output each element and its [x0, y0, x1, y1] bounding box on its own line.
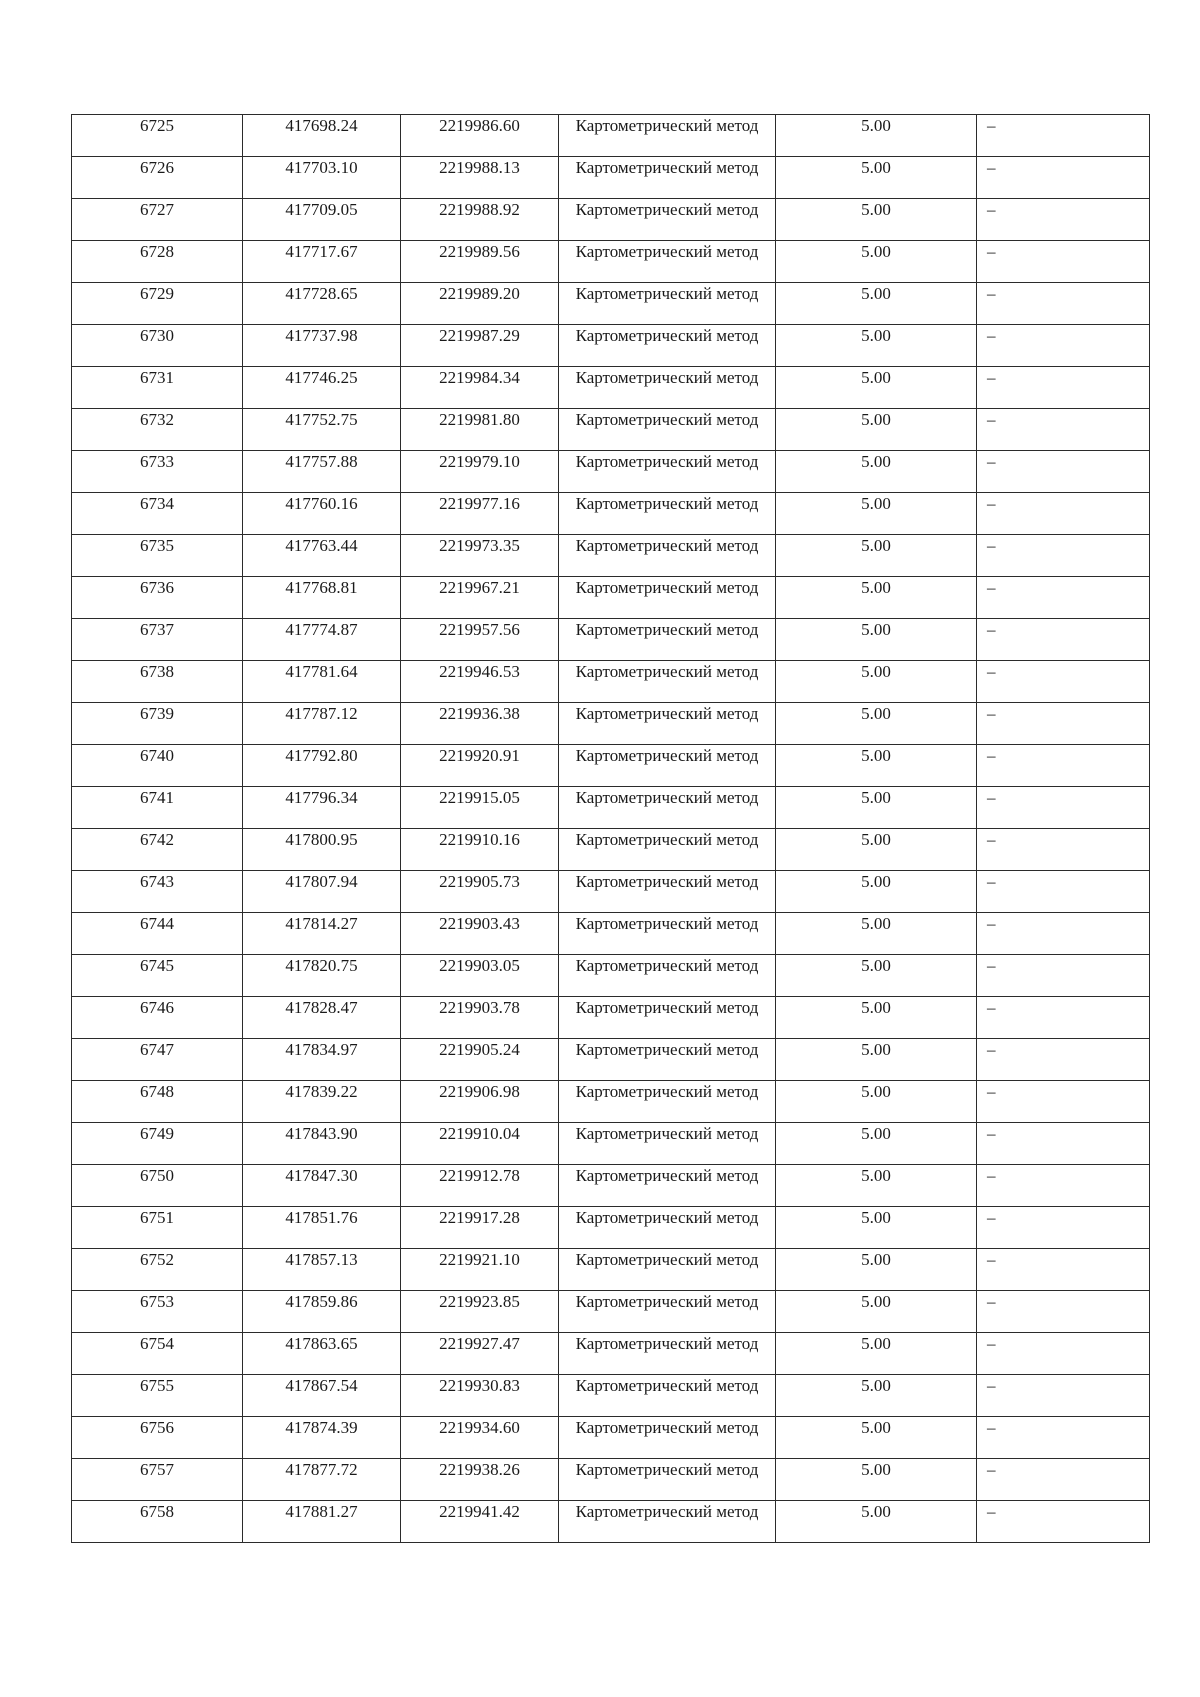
accuracy-cell: 5.00	[776, 703, 977, 745]
accuracy-cell: 5.00	[776, 619, 977, 661]
x-coordinate-cell: 417746.25	[243, 367, 401, 409]
method-cell: Картометрический метод	[559, 661, 776, 703]
method-cell: Картометрический метод	[559, 1039, 776, 1081]
x-coordinate-cell: 417863.65	[243, 1333, 401, 1375]
method-cell: Картометрический метод	[559, 367, 776, 409]
accuracy-cell: 5.00	[776, 535, 977, 577]
accuracy-cell: 5.00	[776, 787, 977, 829]
method-cell: Картометрический метод	[559, 325, 776, 367]
table-row	[72, 1291, 1150, 1333]
point-number-cell: 6725	[72, 115, 243, 157]
note-cell: –	[977, 871, 1150, 913]
table-row	[72, 199, 1150, 241]
table-row	[72, 577, 1150, 619]
note-cell: –	[977, 829, 1150, 871]
point-number-cell: 6727	[72, 199, 243, 241]
note-cell: –	[977, 745, 1150, 787]
y-coordinate-cell: 2219905.24	[401, 1039, 559, 1081]
point-number-cell: 6743	[72, 871, 243, 913]
point-number-cell: 6747	[72, 1039, 243, 1081]
note-cell: –	[977, 619, 1150, 661]
method-cell: Картометрический метод	[559, 1207, 776, 1249]
accuracy-cell: 5.00	[776, 955, 977, 997]
accuracy-cell: 5.00	[776, 1165, 977, 1207]
x-coordinate-cell: 417774.87	[243, 619, 401, 661]
coordinates-table	[71, 114, 1150, 1543]
accuracy-cell: 5.00	[776, 1333, 977, 1375]
method-cell: Картометрический метод	[559, 787, 776, 829]
accuracy-cell: 5.00	[776, 493, 977, 535]
x-coordinate-cell: 417792.80	[243, 745, 401, 787]
x-coordinate-cell: 417839.22	[243, 1081, 401, 1123]
y-coordinate-cell: 2219906.98	[401, 1081, 559, 1123]
point-number-cell: 6739	[72, 703, 243, 745]
y-coordinate-cell: 2219989.56	[401, 241, 559, 283]
point-number-cell: 6755	[72, 1375, 243, 1417]
point-number-cell: 6740	[72, 745, 243, 787]
point-number-cell: 6758	[72, 1501, 243, 1543]
point-number-cell: 6736	[72, 577, 243, 619]
point-number-cell: 6729	[72, 283, 243, 325]
method-cell: Картометрический метод	[559, 997, 776, 1039]
x-coordinate-cell: 417847.30	[243, 1165, 401, 1207]
accuracy-cell: 5.00	[776, 997, 977, 1039]
note-cell: –	[977, 199, 1150, 241]
point-number-cell: 6738	[72, 661, 243, 703]
point-number-cell: 6745	[72, 955, 243, 997]
accuracy-cell: 5.00	[776, 451, 977, 493]
x-coordinate-cell: 417800.95	[243, 829, 401, 871]
accuracy-cell: 5.00	[776, 1459, 977, 1501]
x-coordinate-cell: 417814.27	[243, 913, 401, 955]
x-coordinate-cell: 417820.75	[243, 955, 401, 997]
point-number-cell: 6748	[72, 1081, 243, 1123]
table-row	[72, 829, 1150, 871]
accuracy-cell: 5.00	[776, 1081, 977, 1123]
y-coordinate-cell: 2219973.35	[401, 535, 559, 577]
note-cell: –	[977, 955, 1150, 997]
note-cell: –	[977, 913, 1150, 955]
note-cell: –	[977, 577, 1150, 619]
table-row	[72, 451, 1150, 493]
accuracy-cell: 5.00	[776, 1291, 977, 1333]
accuracy-cell: 5.00	[776, 577, 977, 619]
note-cell: –	[977, 1459, 1150, 1501]
point-number-cell: 6731	[72, 367, 243, 409]
point-number-cell: 6734	[72, 493, 243, 535]
y-coordinate-cell: 2219957.56	[401, 619, 559, 661]
table-row	[72, 1249, 1150, 1291]
method-cell: Картометрический метод	[559, 619, 776, 661]
y-coordinate-cell: 2219905.73	[401, 871, 559, 913]
accuracy-cell: 5.00	[776, 871, 977, 913]
accuracy-cell: 5.00	[776, 1249, 977, 1291]
table-row	[72, 1501, 1150, 1543]
point-number-cell: 6750	[72, 1165, 243, 1207]
y-coordinate-cell: 2219917.28	[401, 1207, 559, 1249]
note-cell: –	[977, 1501, 1150, 1543]
method-cell: Картометрический метод	[559, 1501, 776, 1543]
method-cell: Картометрический метод	[559, 409, 776, 451]
note-cell: –	[977, 451, 1150, 493]
table-row	[72, 1081, 1150, 1123]
table-row	[72, 871, 1150, 913]
accuracy-cell: 5.00	[776, 199, 977, 241]
y-coordinate-cell: 2219921.10	[401, 1249, 559, 1291]
method-cell: Картометрический метод	[559, 1165, 776, 1207]
note-cell: –	[977, 1375, 1150, 1417]
note-cell: –	[977, 1039, 1150, 1081]
table-row	[72, 1333, 1150, 1375]
table-row	[72, 1039, 1150, 1081]
method-cell: Картометрический метод	[559, 829, 776, 871]
x-coordinate-cell: 417867.54	[243, 1375, 401, 1417]
x-coordinate-cell: 417737.98	[243, 325, 401, 367]
note-cell: –	[977, 157, 1150, 199]
point-number-cell: 6726	[72, 157, 243, 199]
note-cell: –	[977, 1081, 1150, 1123]
x-coordinate-cell: 417763.44	[243, 535, 401, 577]
note-cell: –	[977, 1123, 1150, 1165]
y-coordinate-cell: 2219910.16	[401, 829, 559, 871]
table-row	[72, 535, 1150, 577]
accuracy-cell: 5.00	[776, 1375, 977, 1417]
accuracy-cell: 5.00	[776, 1417, 977, 1459]
table-row	[72, 325, 1150, 367]
x-coordinate-cell: 417717.67	[243, 241, 401, 283]
note-cell: –	[977, 535, 1150, 577]
y-coordinate-cell: 2219923.85	[401, 1291, 559, 1333]
table-row	[72, 913, 1150, 955]
point-number-cell: 6741	[72, 787, 243, 829]
method-cell: Картометрический метод	[559, 493, 776, 535]
accuracy-cell: 5.00	[776, 115, 977, 157]
accuracy-cell: 5.00	[776, 1207, 977, 1249]
point-number-cell: 6751	[72, 1207, 243, 1249]
table-row	[72, 1417, 1150, 1459]
point-number-cell: 6749	[72, 1123, 243, 1165]
x-coordinate-cell: 417843.90	[243, 1123, 401, 1165]
accuracy-cell: 5.00	[776, 829, 977, 871]
y-coordinate-cell: 2219984.34	[401, 367, 559, 409]
x-coordinate-cell: 417796.34	[243, 787, 401, 829]
point-number-cell: 6744	[72, 913, 243, 955]
y-coordinate-cell: 2219910.04	[401, 1123, 559, 1165]
x-coordinate-cell: 417874.39	[243, 1417, 401, 1459]
method-cell: Картометрический метод	[559, 913, 776, 955]
y-coordinate-cell: 2219938.26	[401, 1459, 559, 1501]
point-number-cell: 6752	[72, 1249, 243, 1291]
method-cell: Картометрический метод	[559, 1417, 776, 1459]
y-coordinate-cell: 2219903.05	[401, 955, 559, 997]
method-cell: Картометрический метод	[559, 1459, 776, 1501]
method-cell: Картометрический метод	[559, 745, 776, 787]
note-cell: –	[977, 493, 1150, 535]
note-cell: –	[977, 1207, 1150, 1249]
method-cell: Картометрический метод	[559, 955, 776, 997]
table-row	[72, 619, 1150, 661]
method-cell: Картометрический метод	[559, 535, 776, 577]
x-coordinate-cell: 417752.75	[243, 409, 401, 451]
point-number-cell: 6733	[72, 451, 243, 493]
y-coordinate-cell: 2219934.60	[401, 1417, 559, 1459]
y-coordinate-cell: 2219927.47	[401, 1333, 559, 1375]
note-cell: –	[977, 1333, 1150, 1375]
table-row	[72, 1123, 1150, 1165]
y-coordinate-cell: 2219946.53	[401, 661, 559, 703]
accuracy-cell: 5.00	[776, 1501, 977, 1543]
note-cell: –	[977, 1249, 1150, 1291]
table-row	[72, 661, 1150, 703]
x-coordinate-cell: 417781.64	[243, 661, 401, 703]
note-cell: –	[977, 115, 1150, 157]
accuracy-cell: 5.00	[776, 913, 977, 955]
table-row	[72, 745, 1150, 787]
table-row	[72, 703, 1150, 745]
x-coordinate-cell: 417698.24	[243, 115, 401, 157]
point-number-cell: 6756	[72, 1417, 243, 1459]
method-cell: Картометрический метод	[559, 283, 776, 325]
y-coordinate-cell: 2219977.16	[401, 493, 559, 535]
y-coordinate-cell: 2219915.05	[401, 787, 559, 829]
accuracy-cell: 5.00	[776, 409, 977, 451]
y-coordinate-cell: 2219989.20	[401, 283, 559, 325]
accuracy-cell: 5.00	[776, 661, 977, 703]
accuracy-cell: 5.00	[776, 241, 977, 283]
point-number-cell: 6737	[72, 619, 243, 661]
x-coordinate-cell: 417757.88	[243, 451, 401, 493]
note-cell: –	[977, 997, 1150, 1039]
method-cell: Картометрический метод	[559, 1081, 776, 1123]
method-cell: Картометрический метод	[559, 703, 776, 745]
table-row	[72, 1375, 1150, 1417]
table-row	[72, 1207, 1150, 1249]
x-coordinate-cell: 417881.27	[243, 1501, 401, 1543]
y-coordinate-cell: 2219930.83	[401, 1375, 559, 1417]
method-cell: Картометрический метод	[559, 1249, 776, 1291]
note-cell: –	[977, 409, 1150, 451]
coordinates-table-body	[72, 115, 1150, 1543]
table-row	[72, 409, 1150, 451]
note-cell: –	[977, 703, 1150, 745]
point-number-cell: 6728	[72, 241, 243, 283]
method-cell: Картометрический метод	[559, 115, 776, 157]
table-row	[72, 955, 1150, 997]
point-number-cell: 6746	[72, 997, 243, 1039]
note-cell: –	[977, 367, 1150, 409]
y-coordinate-cell: 2219912.78	[401, 1165, 559, 1207]
table-row	[72, 493, 1150, 535]
y-coordinate-cell: 2219981.80	[401, 409, 559, 451]
method-cell: Картометрический метод	[559, 157, 776, 199]
y-coordinate-cell: 2219986.60	[401, 115, 559, 157]
y-coordinate-cell: 2219903.78	[401, 997, 559, 1039]
point-number-cell: 6757	[72, 1459, 243, 1501]
y-coordinate-cell: 2219903.43	[401, 913, 559, 955]
x-coordinate-cell: 417787.12	[243, 703, 401, 745]
method-cell: Картометрический метод	[559, 1123, 776, 1165]
method-cell: Картометрический метод	[559, 871, 776, 913]
y-coordinate-cell: 2219920.91	[401, 745, 559, 787]
method-cell: Картометрический метод	[559, 1333, 776, 1375]
method-cell: Картометрический метод	[559, 199, 776, 241]
y-coordinate-cell: 2219979.10	[401, 451, 559, 493]
accuracy-cell: 5.00	[776, 283, 977, 325]
accuracy-cell: 5.00	[776, 1039, 977, 1081]
table-row	[72, 1459, 1150, 1501]
point-number-cell: 6742	[72, 829, 243, 871]
x-coordinate-cell: 417760.16	[243, 493, 401, 535]
x-coordinate-cell: 417828.47	[243, 997, 401, 1039]
note-cell: –	[977, 661, 1150, 703]
y-coordinate-cell: 2219988.92	[401, 199, 559, 241]
y-coordinate-cell: 2219941.42	[401, 1501, 559, 1543]
y-coordinate-cell: 2219988.13	[401, 157, 559, 199]
point-number-cell: 6753	[72, 1291, 243, 1333]
method-cell: Картометрический метод	[559, 241, 776, 283]
point-number-cell: 6754	[72, 1333, 243, 1375]
accuracy-cell: 5.00	[776, 367, 977, 409]
table-row	[72, 241, 1150, 283]
table-row	[72, 997, 1150, 1039]
table-row	[72, 283, 1150, 325]
note-cell: –	[977, 1417, 1150, 1459]
accuracy-cell: 5.00	[776, 1123, 977, 1165]
accuracy-cell: 5.00	[776, 325, 977, 367]
x-coordinate-cell: 417859.86	[243, 1291, 401, 1333]
x-coordinate-cell: 417709.05	[243, 199, 401, 241]
note-cell: –	[977, 1165, 1150, 1207]
point-number-cell: 6732	[72, 409, 243, 451]
x-coordinate-cell: 417728.65	[243, 283, 401, 325]
point-number-cell: 6735	[72, 535, 243, 577]
method-cell: Картометрический метод	[559, 1375, 776, 1417]
note-cell: –	[977, 325, 1150, 367]
accuracy-cell: 5.00	[776, 745, 977, 787]
point-number-cell: 6730	[72, 325, 243, 367]
x-coordinate-cell: 417851.76	[243, 1207, 401, 1249]
note-cell: –	[977, 1291, 1150, 1333]
table-row	[72, 1165, 1150, 1207]
note-cell: –	[977, 241, 1150, 283]
x-coordinate-cell: 417857.13	[243, 1249, 401, 1291]
note-cell: –	[977, 283, 1150, 325]
table-row	[72, 367, 1150, 409]
accuracy-cell: 5.00	[776, 157, 977, 199]
table-row	[72, 787, 1150, 829]
method-cell: Картометрический метод	[559, 451, 776, 493]
x-coordinate-cell: 417807.94	[243, 871, 401, 913]
x-coordinate-cell: 417877.72	[243, 1459, 401, 1501]
method-cell: Картометрический метод	[559, 577, 776, 619]
table-row	[72, 115, 1150, 157]
note-cell: –	[977, 787, 1150, 829]
table-row	[72, 157, 1150, 199]
y-coordinate-cell: 2219936.38	[401, 703, 559, 745]
x-coordinate-cell: 417834.97	[243, 1039, 401, 1081]
y-coordinate-cell: 2219967.21	[401, 577, 559, 619]
y-coordinate-cell: 2219987.29	[401, 325, 559, 367]
method-cell: Картометрический метод	[559, 1291, 776, 1333]
x-coordinate-cell: 417768.81	[243, 577, 401, 619]
x-coordinate-cell: 417703.10	[243, 157, 401, 199]
